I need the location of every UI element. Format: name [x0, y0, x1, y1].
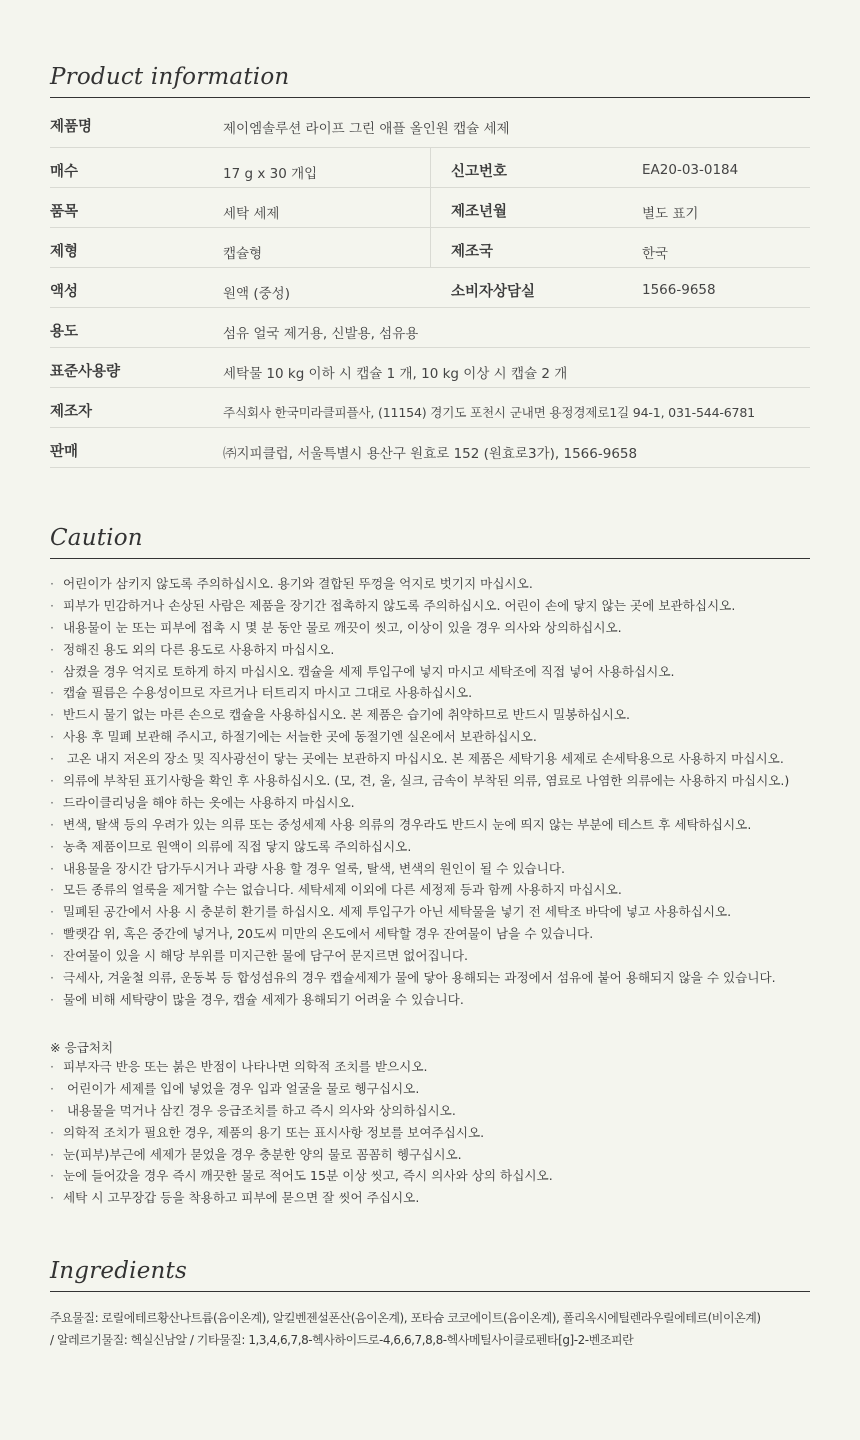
- ingredients-line-1: 주요물질: 로릴에테르황산나트륨(음이온계), 알킬벤젠설폰산(음이온계), 포타슘 코코에이트(음이온계), 폴리옥시에틸렌라우릴에테르(비이온계): [50, 1311, 761, 1325]
- row-label: 액성: [50, 284, 79, 300]
- caution-list: [50, 573, 830, 1011]
- row-value: ㈜지피클럽, 서울특별시 용산구 원효로 152 (원효로3가), 1566-9658: [223, 446, 638, 462]
- list-item-text: 캡슐 필름은 수용성이므로 자르거나 터트리지 마시고 그대로 사용하십시오.: [63, 685, 473, 701]
- bullet-dot: ·: [50, 948, 55, 964]
- table-row-quantity: [50, 148, 810, 188]
- list-item: [50, 792, 830, 814]
- row-value: 섬유 얼국 제거용, 신발용, 섬유용: [223, 326, 419, 342]
- bullet-dot: ·: [50, 882, 55, 898]
- emergency-title: ※ 응급처치: [50, 1040, 114, 1055]
- list-item: [50, 901, 830, 923]
- list-item: [50, 836, 830, 858]
- list-item-text: 농축 제품이므로 원액이 의류에 직접 닿지 않도록 주의하십시오.: [63, 838, 412, 854]
- row-value-2: EA20-03-0184: [642, 162, 739, 178]
- list-item-text: 밀폐된 공간에서 사용 시 충분히 환기를 하십시오. 세제 투입구가 아닌 세탁물을 넣기 전 세탁조 바닥에 넣고 사용하십시오.: [63, 904, 732, 920]
- list-item-text: 극세사, 겨울철 의류, 운동복 등 합성섬유의 경우 캡슐세제가 물에 닿아 용해되는 과정에서 섬유에 붙어 용해되지 않을 수 있습니다.: [63, 970, 776, 986]
- row-value: 제이엠솔루션 라이프 그린 애플 올인원 캡슐 세제: [223, 121, 510, 137]
- bullet-dot: ·: [50, 904, 55, 920]
- row-label-2: 제조국: [451, 244, 494, 260]
- list-item: [50, 814, 830, 836]
- list-item-text: 삼켰을 경우 억지로 토하게 하지 마십시오. 캡슐을 세제 투입구에 넣지 마시고 세탁조에 직접 넣어 사용하십시오.: [63, 663, 675, 679]
- list-item: [50, 989, 830, 1011]
- list-item-text: 의학적 조치가 필요한 경우, 제품의 용기 또는 표시사항 정보를 보여주십시오.: [63, 1124, 485, 1140]
- list-item: [50, 1078, 830, 1100]
- bullet-dot: ·: [50, 1102, 55, 1118]
- row-label: 제형: [50, 244, 79, 260]
- list-item: [50, 595, 830, 617]
- row-label-2: 제조년월: [451, 204, 508, 220]
- list-item-text: 의류에 부착된 표기사항을 확인 후 사용하십시오. (모, 견, 울, 실크, 금속이 부착된 의류, 염료로 나염한 의류에는 사용하지 마십시오.): [63, 773, 790, 789]
- table-row-standard-amount: [50, 348, 810, 388]
- ingredients-title: Ingredients: [50, 1258, 187, 1284]
- list-item-text: 잔여물이 있을 시 해당 부위를 미지근한 물에 담구어 문지르면 없어집니다.: [63, 948, 468, 964]
- row-label: 품목: [50, 204, 79, 220]
- ingredients-rule: [50, 1291, 810, 1292]
- table-row-usage: [50, 308, 810, 348]
- bullet-dot: ·: [50, 619, 55, 635]
- row-label: 매수: [50, 164, 79, 180]
- caution-title: Caution: [50, 525, 143, 551]
- list-item: [50, 923, 830, 945]
- row-value-2: 별도 표기: [642, 206, 699, 222]
- list-item: [50, 879, 830, 901]
- row-value: 캡슐형: [223, 246, 263, 262]
- list-item: [50, 1100, 830, 1122]
- table-row-ph: [50, 268, 810, 308]
- list-item-text: 피부자극 반응 또는 붉은 반점이 나타나면 의학적 조치를 받으시오.: [63, 1059, 428, 1074]
- bullet-dot: ·: [50, 794, 55, 810]
- caution-rule: [50, 558, 810, 559]
- list-item-text: 눈(피부)부근에 세제가 묻었을 경우 충분한 양의 물로 꼼꼼히 헹구십시오.: [63, 1146, 462, 1162]
- bullet-dot: ·: [50, 729, 55, 745]
- list-item: [50, 770, 830, 792]
- list-item-text: 피부가 민감하거나 손상된 사람은 제품을 장기간 접촉하지 않도록 주의하십시오. 어린이 손에 닿지 않는 곳에 보관하십시오.: [63, 597, 736, 613]
- row-value: 세탁물 10 kg 이하 시 캡슐 1 개, 10 kg 이상 시 캡슐 2 개: [223, 366, 568, 382]
- row-value-2: 1566-9658: [642, 282, 716, 298]
- bullet-dot: ·: [50, 991, 55, 1007]
- row-label: 표준사용량: [50, 364, 121, 380]
- list-item-text: 드라이클리닝을 해야 하는 옷에는 사용하지 마십시오.: [63, 794, 355, 810]
- list-item-text: 물에 비해 세탁량이 많을 경우, 캡슐 세제가 용해되기 어려울 수 있습니다.: [63, 991, 464, 1007]
- list-item-text: 빨랫감 위, 혹은 중간에 넣거나, 20도씨 미만의 온도에서 세탁할 경우 잔여물이 남을 수 있습니다.: [63, 926, 594, 942]
- bullet-dot: ·: [50, 707, 55, 723]
- ingredients-line-2: / 알레르기물질: 헥실신남알 / 기타물질: 1,3,4,6,7,8-헥사하이드로-4,6,6,7,8,8-헥사메틸사이클로펜타[g]-2-벤조피란: [50, 1333, 634, 1347]
- bullet-dot: ·: [50, 1190, 55, 1206]
- list-item-text: 눈에 들어갔을 경우 즉시 깨끗한 물로 적어도 15분 이상 씻고, 즉시 의사와 상의 하십시오.: [63, 1168, 553, 1184]
- list-item: [50, 704, 830, 726]
- bullet-dot: ·: [50, 685, 55, 701]
- bullet-dot: ·: [50, 838, 55, 854]
- table-row-product-name: [50, 105, 810, 148]
- list-item-text: 반드시 물기 없는 마른 손으로 캡슐을 사용하십시오. 본 제품은 습기에 취약하므로 반드시 밀봉하십시오.: [63, 707, 630, 723]
- list-item: [50, 1165, 830, 1187]
- product-info-title: Product information: [50, 64, 290, 90]
- bullet-dot: ·: [50, 597, 55, 613]
- bullet-dot: ·: [50, 576, 55, 591]
- list-item-text: 세탁 시 고무장갑 등을 착용하고 피부에 묻으면 잘 씻어 주십시오.: [63, 1190, 420, 1206]
- bullet-dot: ·: [50, 1146, 55, 1162]
- list-item: [50, 726, 830, 748]
- list-item-text: 어린이가 세제를 입에 넣었을 경우 입과 얼굴을 물로 헹구십시오.: [63, 1080, 420, 1096]
- list-item-text: 사용 후 밀폐 보관해 주시고, 하절기에는 서늘한 곳에 동절기엔 실온에서 보관하십시오.: [63, 729, 537, 745]
- list-item: [50, 661, 830, 683]
- table-row-seller: [50, 428, 810, 468]
- list-item: [50, 967, 830, 989]
- row-label: 제품명: [50, 119, 93, 135]
- list-item: [50, 748, 830, 770]
- bullet-dot: ·: [50, 1168, 55, 1184]
- list-item-text: 변색, 탈색 등의 우려가 있는 의류 또는 중성세제 사용 의류의 경우라도 반드시 눈에 띄지 않는 부분에 테스트 후 세탁하십시오.: [63, 816, 752, 832]
- row-value: 주식회사 한국미라클피플사, (11154) 경기도 포천시 군내면 용정경제로1길 94-1, 031-544-6781: [223, 405, 755, 420]
- ingredients-text: [50, 1307, 830, 1351]
- list-item: [50, 617, 830, 639]
- list-item: [50, 682, 830, 704]
- list-item-text: 고온 내지 저온의 장소 및 직사광선이 닿는 곳에는 보관하지 마십시오. 본 제품은 세탁기용 세제로 손세탁용으로 사용하지 마십시오.: [63, 751, 784, 767]
- bullet-dot: ·: [50, 751, 55, 767]
- row-label-2: 소비자상담실: [451, 284, 536, 300]
- table-row-form: [50, 228, 810, 268]
- list-item-text: 어린이가 삼키지 않도록 주의하십시오. 용기와 결합된 뚜껑을 억지로 벗기지 마십시오.: [63, 576, 533, 591]
- row-value: 원액 (중성): [223, 286, 290, 302]
- product-info-table: [50, 105, 810, 468]
- list-item-text: 내용물이 눈 또는 피부에 접촉 시 몇 분 동안 물로 깨끗이 씻고, 이상이 있을 경우 의사와 상의하십시오.: [63, 619, 622, 635]
- list-item: [50, 1187, 830, 1209]
- row-label: 판매: [50, 444, 79, 460]
- bullet-dot: ·: [50, 1059, 55, 1074]
- list-item: [50, 945, 830, 967]
- row-value: 17 g x 30 개입: [223, 166, 318, 182]
- row-label-2: 신고번호: [451, 164, 508, 180]
- bullet-dot: ·: [50, 970, 55, 986]
- list-item: [50, 573, 830, 595]
- bullet-dot: ·: [50, 860, 55, 876]
- list-item: [50, 858, 830, 880]
- bullet-dot: ·: [50, 1124, 55, 1140]
- list-item-text: 내용물을 먹거나 삼킨 경우 응급조치를 하고 즉시 의사와 상의하십시오.: [63, 1102, 456, 1118]
- table-row-manufacturer: [50, 388, 810, 428]
- bullet-dot: ·: [50, 663, 55, 679]
- row-label: 제조자: [50, 404, 93, 420]
- list-item: [50, 1144, 830, 1166]
- row-label: 용도: [50, 324, 79, 340]
- bullet-dot: ·: [50, 1080, 55, 1096]
- table-row-item: [50, 188, 810, 228]
- row-value: 세탁 세제: [223, 206, 280, 222]
- emergency-list: [50, 1056, 830, 1209]
- list-item-text: 모든 종류의 얼룩을 제거할 수는 없습니다. 세탁세제 이외에 다른 세정제 등과 함께 사용하지 마십시오.: [63, 882, 622, 898]
- list-item: [50, 1056, 830, 1078]
- bullet-dot: ·: [50, 816, 55, 832]
- list-item-text: 정해진 용도 외의 다른 용도로 사용하지 마십시오.: [63, 641, 335, 657]
- list-item: [50, 1122, 830, 1144]
- product-info-rule: [50, 97, 810, 98]
- list-item: [50, 639, 830, 661]
- row-value-2: 한국: [642, 246, 669, 262]
- bullet-dot: ·: [50, 926, 55, 942]
- bullet-dot: ·: [50, 641, 55, 657]
- bullet-dot: ·: [50, 773, 55, 789]
- list-item-text: 내용물을 장시간 담가두시거나 과량 사용 할 경우 얼룩, 탈색, 변색의 원인이 될 수 있습니다.: [63, 860, 566, 876]
